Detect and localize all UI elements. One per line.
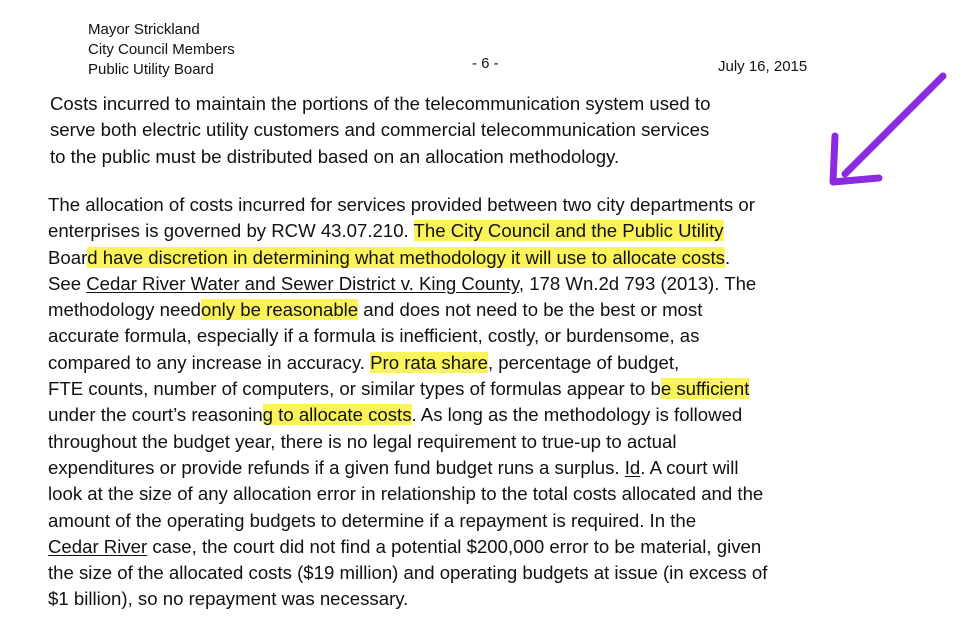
text-line — [48, 245, 767, 271]
highlighted-text: Pro rata share — [370, 351, 488, 373]
text-line: to the public must be distributed based on an allocation methodology. — [50, 145, 620, 167]
paragraph-telecom-costs — [50, 91, 710, 170]
text-segment: . — [724, 246, 731, 268]
text-segment: enterprises is governed by RCW 43.07.210. — [48, 220, 414, 242]
text-line — [48, 455, 767, 481]
text-segment: case, the court did not find a potential $200,000 error to be material, given — [147, 535, 762, 557]
paragraph-allocation — [48, 192, 767, 613]
text-segment: , percentage of budget, — [487, 351, 680, 373]
text-line: The allocation of costs incurred for services provided between two city departments or — [48, 194, 755, 215]
case-citation: Cedar River — [48, 535, 148, 557]
letter-date: July 16, 2015 — [718, 58, 808, 75]
addressee-line: City Council Members — [88, 41, 235, 58]
highlighted-text: only be reasonable — [201, 299, 359, 321]
text-segment: See — [48, 272, 87, 294]
text-line — [48, 350, 767, 376]
text-segment: and does not need to be the best or most — [358, 299, 703, 321]
text-line: $1 billion), so no repayment was necessary. — [48, 588, 409, 610]
text-segment: FTE counts, number of computers, or similar types of formulas appear to b — [48, 378, 661, 400]
page-number: - 6 - — [472, 55, 499, 72]
text-line: the size of the allocated costs ($19 million) and operating budgets at issue (in excess of — [48, 562, 768, 584]
text-line — [48, 376, 767, 402]
text-segment: , 178 Wn.2d 793 (2013). The — [518, 272, 757, 294]
addressee-block — [88, 20, 235, 80]
text-line: look at the size of any allocation error in relationship to the total costs allocated and the — [48, 483, 764, 505]
highlighted-text: e sufficient — [660, 378, 750, 400]
purple-arrow-icon — [815, 66, 955, 196]
addressee-line: Public Utility Board — [88, 61, 214, 78]
text-segment: expenditures or provide refunds if a given fund budget runs a surplus. — [48, 456, 625, 478]
text-line — [48, 218, 767, 244]
text-segment: Boar — [48, 246, 88, 268]
text-line: Costs incurred to maintain the portions of the telecommunication system used to — [50, 93, 711, 114]
case-citation: Cedar River Water and Sewer District v. King County — [86, 272, 519, 294]
addressee-line: Mayor Strickland — [88, 21, 200, 38]
text-line: accurate formula, especially if a formula is inefficient, costly, or burdensome, as — [48, 325, 700, 347]
highlighted-text: g to allocate costs — [262, 404, 412, 426]
case-citation: Id — [624, 456, 641, 478]
text-line: throughout the budget year, there is no legal requirement to true-up to actual — [48, 430, 677, 452]
text-segment: . As long as the methodology is followed — [411, 404, 743, 426]
text-line: amount of the operating budgets to determine if a repayment is required. In the — [48, 509, 697, 531]
text-line — [48, 297, 767, 323]
text-segment: methodology need — [48, 299, 201, 321]
highlighted-text: d have discretion in determining what methodology it will use to allocate costs — [87, 246, 725, 268]
text-segment: compared to any increase in accuracy. — [48, 351, 371, 373]
text-segment: . A court will — [640, 456, 739, 478]
text-line: serve both electric utility customers and commercial telecommunication services — [50, 119, 710, 141]
text-line — [48, 534, 767, 560]
text-segment: under the court’s reasonin — [48, 404, 263, 426]
text-line — [48, 402, 767, 428]
highlighted-text: The City Council and the Public Utility — [413, 220, 724, 242]
text-line — [48, 271, 767, 297]
